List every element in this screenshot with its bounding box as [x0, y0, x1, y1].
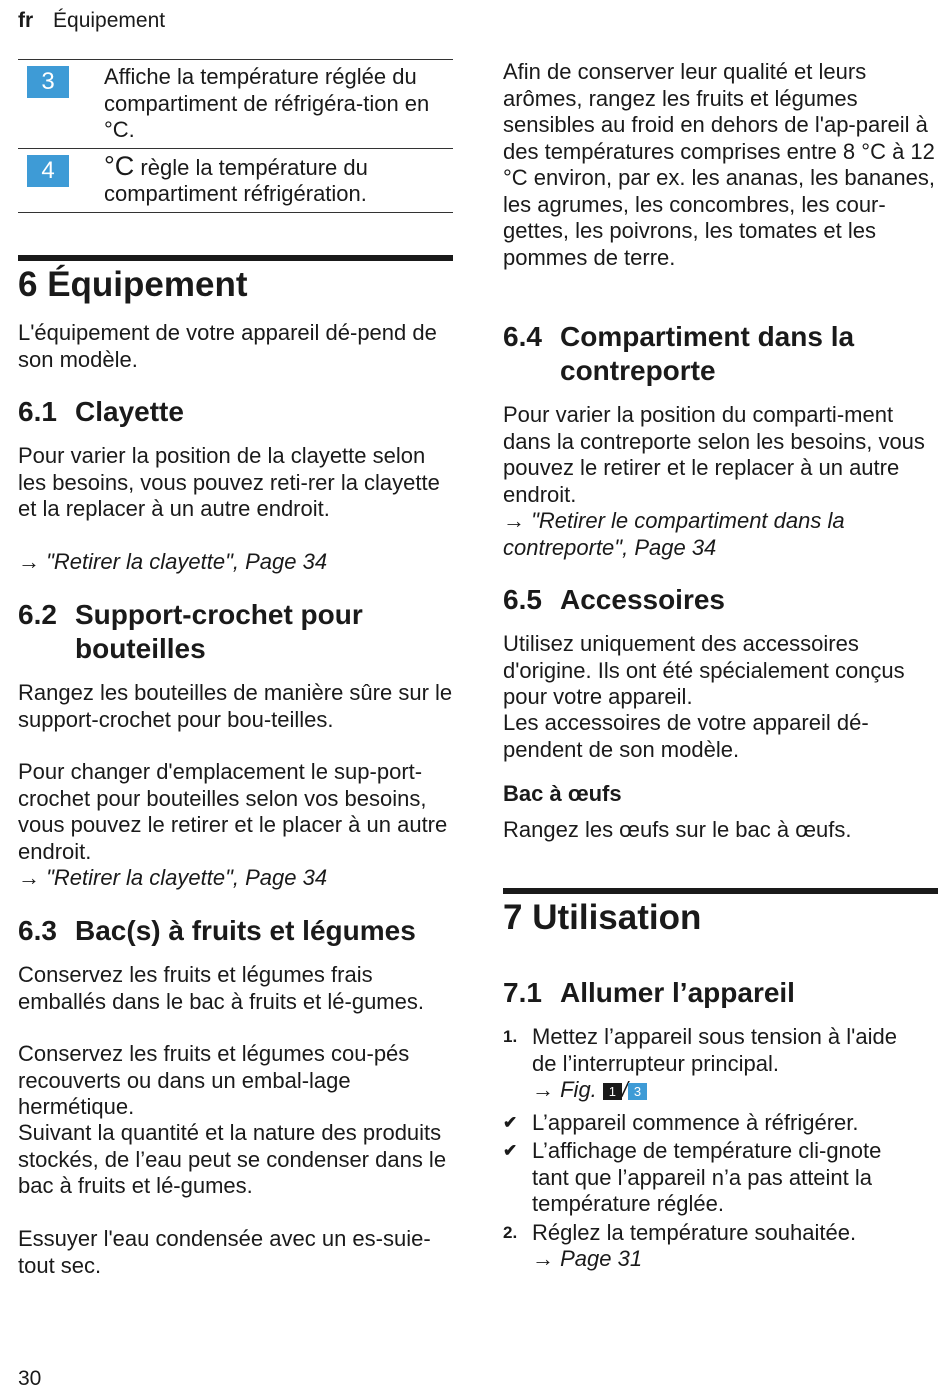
section-divider — [18, 255, 453, 261]
section-6-3-text: Conservez les fruits et légumes frais emballés dans le bac à fruits et lé-gumes. — [18, 962, 424, 1014]
result-item — [503, 1138, 938, 1218]
section-6-1-heading — [18, 395, 453, 429]
figure-separator: / — [621, 1077, 629, 1102]
display-legend-table — [18, 59, 453, 213]
step-body: Mettez l’appareil sous tension à l'aide de l’interrupteur principal. — [532, 1024, 897, 1076]
section-6-4-text: Pour varier la position du comparti-ment dans la contreporte selon les besoins, vous pouvez le retirer et le replacer à un autre endroit. — [503, 402, 925, 507]
cross-reference-link[interactable]: → "Retirer le compartiment dans la contreporte", Page 34 — [503, 508, 845, 560]
figure-ref-text: → Fig. — [532, 1077, 597, 1102]
step-body: Réglez la température souhaitée. — [532, 1219, 857, 1245]
section-title: Accessoires — [560, 584, 726, 615]
legend-number-badge: 4 — [27, 155, 69, 187]
section-number: 6.4 — [503, 321, 542, 352]
header-title: Équipement — [53, 9, 166, 32]
section-6-3-text: Essuyer l'eau condensée avec un es-suie-tout sec. — [18, 1226, 431, 1278]
section-6-5-text: Les accessoires de votre appareil dé-pendent de son modèle. — [503, 710, 869, 762]
section-6-3-heading — [18, 914, 453, 948]
accessory-text: Rangez les œufs sur le bac à œufs. — [503, 817, 852, 842]
check-icon: ✔ — [503, 1112, 518, 1132]
section-6-heading: 6 Équipement — [18, 265, 248, 304]
section-6-2-text: Pour changer d'emplacement le sup-port-crochet pour bouteilles selon vos besoins, vous pouvez le retirer et le placer à un autre endroit. — [18, 759, 448, 864]
celsius-symbol: °C — [104, 150, 135, 181]
legend-number-badge: 3 — [27, 66, 69, 98]
cross-reference-link[interactable]: → "Retirer la clayette", Page 34 — [18, 549, 328, 574]
figure-badge: 1 — [603, 1083, 622, 1100]
section-7-heading: 7 Utilisation — [503, 898, 702, 937]
result-text: L’affichage de température cli-gnote tant que l’appareil n’a pas atteint la température réglée. — [532, 1138, 882, 1216]
cross-reference-link[interactable]: → "Retirer la clayette", Page 34 — [18, 865, 328, 890]
section-number: 6.5 — [503, 584, 542, 615]
section-6-3-text: Conservez les fruits et légumes cou-pés recouverts ou dans un embal-lage hermétique. — [18, 1041, 410, 1119]
legend-text — [104, 150, 449, 208]
result-text: L’appareil commence à réfrigérer. — [532, 1109, 859, 1135]
section-number: 6.3 — [18, 915, 57, 946]
legend-row — [18, 59, 453, 148]
section-title: Allumer l’appareil — [560, 977, 795, 1008]
section-title: Support-crochet pour bouteilles — [75, 599, 363, 664]
instruction-list — [503, 1024, 938, 1273]
language-code: fr — [18, 9, 34, 32]
running-header — [18, 9, 165, 33]
step-text — [532, 1024, 912, 1104]
section-6-1-text: Pour varier la position de la clayette selon les besoins, vous pouvez reti-rer la clayette et la replacer à un autre endroit. — [18, 443, 440, 521]
section-6-3-text: Afin de conserver leur qualité et leurs arômes, rangez les fruits et légumes sensibles au froid en dehors de l'ap-pareil à des températures comprises entre 8 °C à 12 °C environ, par ex. les ananas, les bananes, les agrumes, les concombres, les cour-gettes, les poivrons, les tomates et les pommes de terre. — [503, 59, 935, 270]
section-title: Bac(s) à fruits et légumes — [75, 915, 416, 946]
section-6-5-heading — [503, 583, 938, 617]
step-text — [532, 1220, 932, 1273]
accessory-heading: Bac à œufs — [503, 781, 622, 806]
section-number: 7.1 — [503, 977, 542, 1008]
step-number: 1. — [503, 1027, 518, 1046]
section-title: Clayette — [75, 396, 184, 427]
page-reference-link[interactable]: → Page 31 — [532, 1246, 643, 1271]
section-6-2-heading — [18, 598, 453, 666]
page-number: 30 — [18, 1367, 42, 1390]
check-icon: ✔ — [503, 1141, 518, 1160]
instruction-step — [503, 1220, 938, 1273]
section-number: 6.2 — [18, 599, 57, 630]
section-6-3-text: Suivant la quantité et la nature des produits stockés, de l’eau peut se condenser dans le bac à fruits et lé-gumes. — [18, 1120, 447, 1198]
figure-badge: 3 — [628, 1083, 647, 1100]
instruction-step — [503, 1024, 938, 1104]
section-7-1-heading — [503, 976, 938, 1010]
figure-reference-link[interactable] — [532, 1077, 647, 1102]
section-divider — [503, 888, 938, 894]
section-6-4-heading — [503, 320, 938, 388]
step-number: 2. — [503, 1222, 518, 1242]
result-item — [503, 1110, 938, 1137]
legend-text-body: règle la température du compartiment réfrigération. — [104, 154, 368, 206]
section-number: 6.1 — [18, 396, 57, 427]
legend-text: Affiche la température réglée du compartiment de réfrigéra-tion en °C. — [104, 64, 430, 142]
section-title: Compartiment dans la contreporte — [560, 321, 855, 386]
section-6-2-text: Rangez les bouteilles de manière sûre sur le support-crochet pour bou-teilles. — [18, 680, 453, 732]
section-6-5-text: Utilisez uniquement des accessoires d'origine. Ils ont été spécialement conçus pour votre appareil. — [503, 631, 905, 709]
section-6-intro: L'équipement de votre appareil dé-pend de son modèle. — [18, 320, 437, 372]
legend-row — [18, 148, 453, 213]
